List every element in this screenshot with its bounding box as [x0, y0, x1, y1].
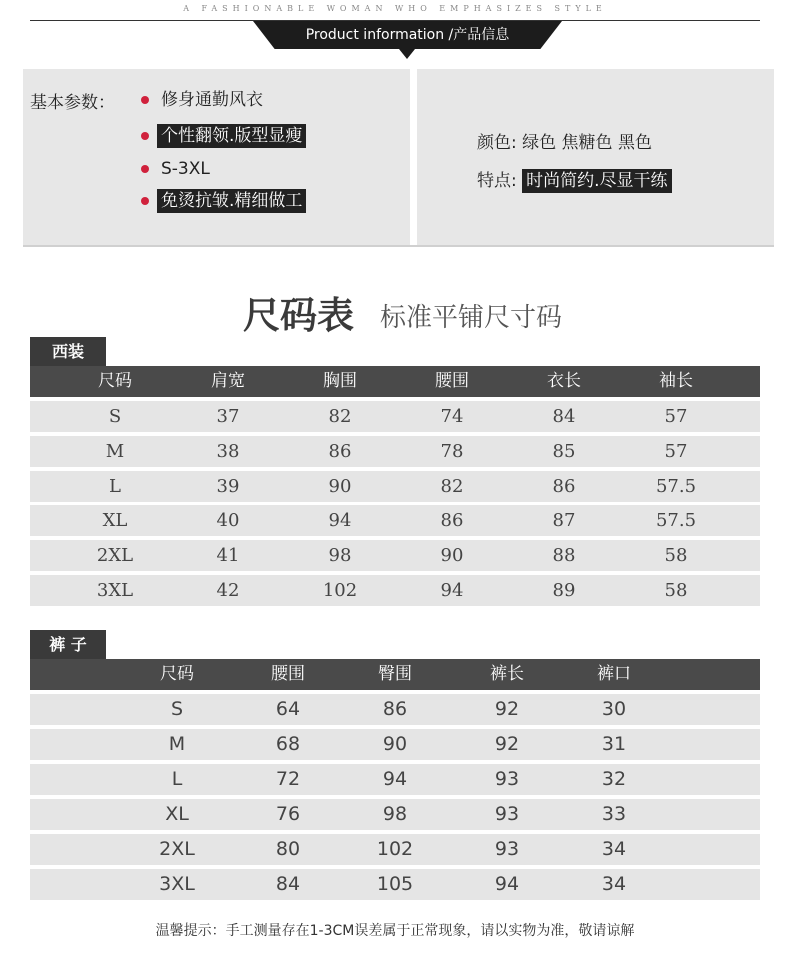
suit-header-cell: 胸围 — [323, 371, 357, 391]
table-cell: 98 — [328, 545, 352, 566]
feature-item: 免烫抗皱.精细做工 — [157, 189, 306, 213]
table-cell: 90 — [382, 733, 408, 755]
table-cell: 68 — [275, 733, 301, 755]
table-row — [30, 436, 760, 467]
table-cell: XL — [165, 803, 189, 825]
table-row — [30, 869, 760, 900]
table-row — [30, 575, 760, 606]
table-cell: L — [109, 476, 121, 497]
table-cell: 93 — [494, 768, 520, 790]
style-feature-label: 特点: — [477, 171, 517, 191]
suit-header-cell: 尺码 — [98, 371, 132, 391]
size-chart-subtitle: 标准平铺尺寸码 — [380, 303, 563, 333]
table-cell: 92 — [494, 698, 520, 720]
table-cell: 57 — [664, 441, 688, 462]
bullet-icon — [141, 197, 149, 205]
bullet-icon — [141, 96, 149, 104]
suit-header-cell: 衣长 — [547, 371, 581, 391]
params-panel-right — [417, 69, 774, 245]
table-cell: 92 — [494, 733, 520, 755]
pants-header-cell: 腰围 — [271, 664, 305, 684]
table-cell: 31 — [601, 733, 627, 755]
table-cell: 90 — [328, 476, 352, 497]
suit-header-cell: 肩宽 — [211, 371, 245, 391]
feature-item: 个性翻领.版型显瘦 — [157, 124, 306, 148]
style-feature-line — [477, 169, 672, 193]
style-feature-value: 时尚简约.尽显干练 — [522, 169, 671, 193]
bullet-icon — [141, 165, 149, 173]
table-row — [30, 540, 760, 571]
table-cell: XL — [102, 510, 128, 531]
table-cell: 30 — [601, 698, 627, 720]
table-cell: 102 — [322, 580, 358, 601]
table-cell: 38 — [216, 441, 240, 462]
table-cell: 80 — [275, 838, 301, 860]
table-row — [30, 401, 760, 432]
table-cell: 82 — [440, 476, 464, 497]
table-cell: 58 — [664, 545, 688, 566]
suit-table-header — [30, 366, 760, 397]
measurement-note: 温馨提示：手工测量存在1-3CM误差属于正常现象，请以实物为准，敬请谅解 — [155, 923, 635, 939]
table-cell: 37 — [216, 406, 240, 427]
table-cell: S — [170, 698, 184, 720]
table-cell: 64 — [275, 698, 301, 720]
table-cell: 94 — [440, 580, 464, 601]
table-cell: 41 — [216, 545, 240, 566]
table-cell: 86 — [552, 476, 576, 497]
table-cell: 72 — [275, 768, 301, 790]
table-cell: 86 — [382, 698, 408, 720]
table-cell: M — [168, 733, 186, 755]
table-cell: 102 — [376, 838, 414, 860]
table-cell: 85 — [552, 441, 576, 462]
color-label: 颜色: — [477, 133, 517, 153]
size-chart-title: 尺码表 — [243, 294, 354, 337]
table-cell: 40 — [216, 510, 240, 531]
table-cell: 94 — [382, 768, 408, 790]
feature-item: 修身通勤风衣 — [161, 90, 263, 110]
table-cell: 34 — [601, 838, 627, 860]
table-cell: 57.5 — [655, 510, 697, 531]
pants-header-cell: 裤长 — [490, 664, 524, 684]
tagline: A FASHIONABLE WOMAN WHO EMPHASIZES STYLE — [183, 4, 607, 13]
table-cell: 33 — [601, 803, 627, 825]
table-row — [30, 505, 760, 536]
table-row — [30, 471, 760, 502]
table-cell: 3XL — [96, 580, 134, 601]
table-cell: 93 — [494, 803, 520, 825]
table-cell: 2XL — [159, 838, 195, 860]
params-label: 基本参数： — [30, 93, 115, 113]
table-cell: 84 — [275, 873, 301, 895]
suit-header-cell: 袖长 — [659, 371, 693, 391]
table-cell: 32 — [601, 768, 627, 790]
color-values: 绿色 焦糖色 黑色 — [522, 133, 652, 153]
table-cell: 74 — [440, 406, 464, 427]
banner-arrow-icon — [399, 49, 415, 59]
params-panel-shadow — [23, 245, 774, 247]
table-cell: 82 — [328, 406, 352, 427]
table-row — [30, 729, 760, 760]
table-cell: 86 — [328, 441, 352, 462]
table-cell: 87 — [552, 510, 576, 531]
pants-section-tab: 裤 子 — [30, 630, 106, 660]
table-cell: 57.5 — [655, 476, 697, 497]
table-cell: L — [171, 768, 183, 790]
product-info-banner-text: Product information /产品信息 — [305, 27, 510, 43]
table-row — [30, 834, 760, 865]
table-cell: 90 — [440, 545, 464, 566]
table-cell: 98 — [382, 803, 408, 825]
table-cell: 94 — [328, 510, 352, 531]
pants-header-cell: 裤口 — [597, 664, 631, 684]
pants-table-header — [30, 659, 760, 690]
table-cell: 78 — [440, 441, 464, 462]
table-cell: 76 — [275, 803, 301, 825]
color-line — [477, 128, 652, 153]
table-cell: 34 — [601, 873, 627, 895]
table-cell: 3XL — [159, 873, 195, 895]
table-cell: M — [105, 441, 125, 462]
bullet-icon — [141, 132, 149, 140]
table-cell: S — [108, 406, 122, 427]
table-cell: 39 — [216, 476, 240, 497]
table-row — [30, 764, 760, 795]
table-row — [30, 694, 760, 725]
table-cell: 93 — [494, 838, 520, 860]
feature-item: S-3XL — [161, 159, 210, 179]
pants-header-cell: 臀围 — [378, 664, 412, 684]
table-cell: 94 — [494, 873, 520, 895]
table-cell: 89 — [552, 580, 576, 601]
table-cell: 84 — [552, 406, 576, 427]
suit-header-cell: 腰围 — [435, 371, 469, 391]
pants-header-cell: 尺码 — [160, 664, 194, 684]
table-cell: 2XL — [96, 545, 134, 566]
table-cell: 88 — [552, 545, 576, 566]
suit-section-tab: 西装 — [30, 337, 106, 367]
table-cell: 105 — [376, 873, 414, 895]
table-cell: 86 — [440, 510, 464, 531]
table-row — [30, 799, 760, 830]
table-cell: 42 — [216, 580, 240, 601]
table-cell: 58 — [664, 580, 688, 601]
table-cell: 57 — [664, 406, 688, 427]
